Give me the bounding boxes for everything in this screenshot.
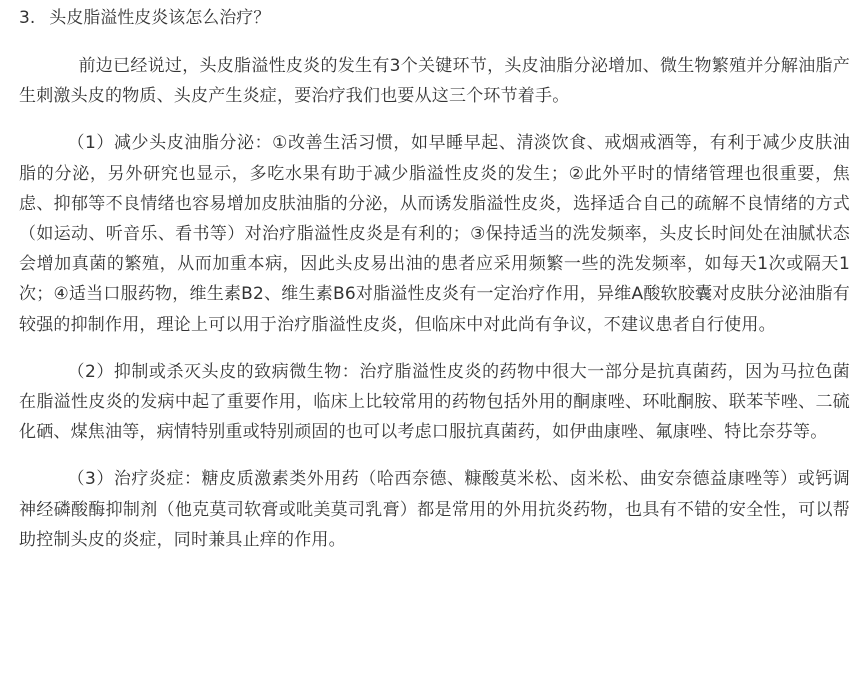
intro-paragraph: 前边已经说过，头皮脂溢性皮炎的发生有3个关键环节，头皮油脂分泌增加、微生物繁殖并分解油脂产生刺激头皮的物质、头皮产生炎症，要治疗我们也要从这三个环节着手。 bbox=[19, 56, 850, 107]
paragraph-reduce-oil: （1）减少头皮油脂分泌：①改善生活习惯，如早睡早起、清淡饮食、戒烟戒酒等，有利于减少皮肤油脂的分泌，另外研究也显示，多吃水果有助于减少脂溢性皮炎的发生；②此外平时的情绪管理也很重要，焦虑、抑郁等不良情绪也容易增加皮肤油脂的分泌，从而诱发脂溢性皮炎，选择适合自己的疏解不良情绪的方式（如运动、听音乐、看书等）对治疗脂溢性皮炎是有利的；③保持适当的洗发频率，头皮长时间处在油腻状态会增加真菌的繁殖，从而加重本病，因此头皮易出油的患者应采用频繁一些的洗发频率，如每天1次或隔天1次；④适当口服药物，维生素B2、维生素B6对脂溢性皮炎有一定治疗作用，异维A酸软胶囊对皮肤分泌油脂有较强的抑制作用，理论上可以用于治疗脂溢性皮炎，但临床中对此尚有争议，不建议患者自行使用。 bbox=[19, 133, 850, 335]
paragraph-inhibit-microbes: （2）抑制或杀灭头皮的致病微生物：治疗脂溢性皮炎的药物中很大一部分是抗真菌药，因为马拉色菌在脂溢性皮炎的发病中起了重要作用，临床上比较常用的药物包括外用的酮康唑、环吡酮胺、联苯苄唑、二硫化硒、煤焦油等，病情特别重或特别顽固的也可以考虑口服抗真菌药，如伊曲康唑、氟康唑、特比奈芬等。 bbox=[19, 361, 850, 443]
section-title: 头皮脂溢性皮炎该怎么治疗？ bbox=[49, 8, 271, 28]
section-number: 3. bbox=[19, 8, 36, 28]
section-heading bbox=[19, 4, 850, 32]
paragraph-treat-inflammation: （3）治疗炎症：糖皮质激素类外用药（哈西奈德、糠酸莫米松、卤米松、曲安奈德益康唑等）或钙调神经磷酸酶抑制剂（他克莫司软膏或吡美莫司乳膏）都是常用的外用抗炎药物，也具有不错的安全性，可以帮助控制头皮的炎症，同时兼具止痒的作用。 bbox=[19, 469, 850, 550]
